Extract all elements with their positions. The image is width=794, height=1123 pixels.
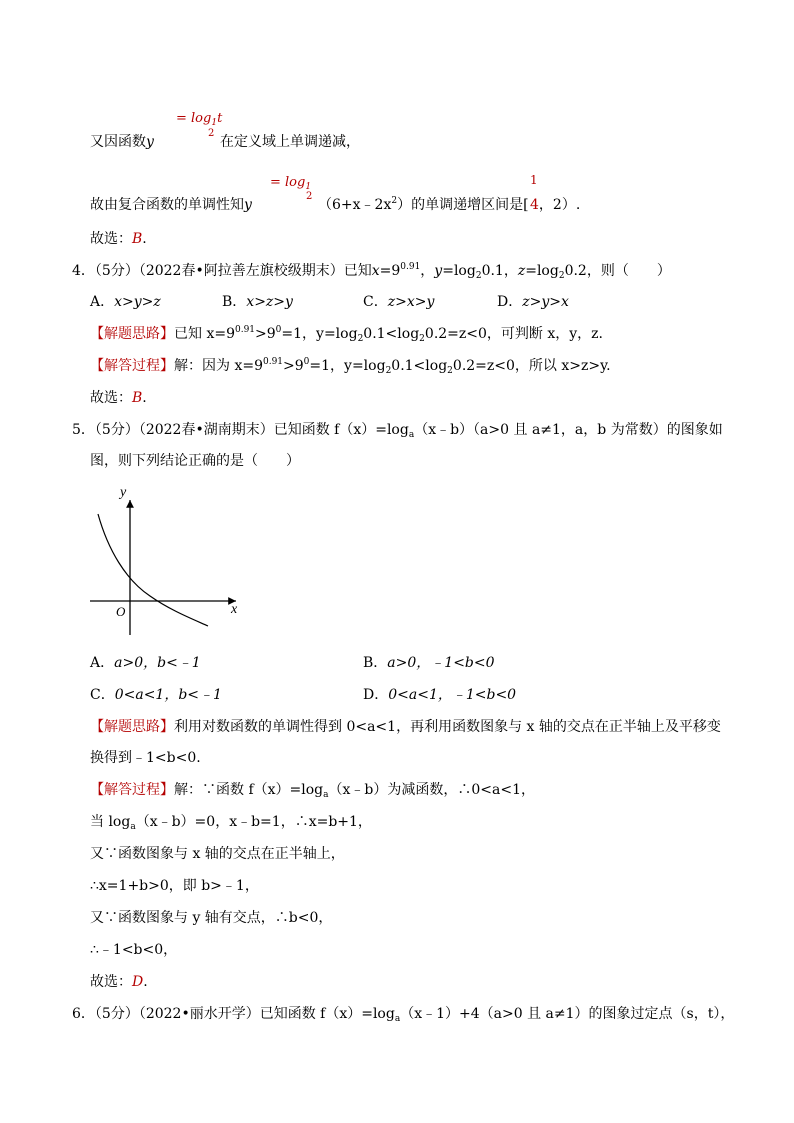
top-line-2: 故由复合函数的单调性知y — [90, 197, 252, 213]
q5-option-b[interactable]: B．a>0，﹣1<b<0 — [363, 655, 495, 671]
prefix: 又因函数 — [90, 134, 146, 150]
q4-option-d[interactable]: D．z>y>x — [497, 294, 569, 310]
formula-t: t — [217, 111, 223, 126]
q5-idea-2: 换得到﹣1<b<0. — [90, 750, 201, 766]
q5-step-5: ∴﹣1<b<0， — [90, 942, 178, 958]
q4-answer: 故选：B. — [90, 390, 147, 406]
q5-option-d[interactable]: D．0<a<1，﹣1<b<0 — [363, 687, 517, 703]
frac-num: 1 — [530, 173, 538, 187]
formula-top: = log — [176, 111, 212, 126]
q4-option-a[interactable]: A．x>y>z — [90, 294, 161, 310]
formula-sub: 1 — [211, 118, 218, 128]
log-curve — [98, 514, 208, 626]
q5-idea-1: 【解题思路】利用对数函数的单调性得到 0<a<1，再利用函数图象与 x 轴的交点在正半轴上及平移变 — [90, 719, 721, 735]
frac-den-interval: 4，2）. — [530, 197, 581, 213]
q5-step-4: 又∵函数图象与 y 轴有交点，∴b<0， — [90, 910, 333, 926]
q5-option-c[interactable]: C．0<a<1，b<﹣1 — [90, 687, 222, 703]
top-line-2-arg: $(6+x﹣2x^2)$的单调递增区间是[ — [318, 196, 529, 213]
q4-process: 【解答过程】解：因为 $x=9^{0.91}>9^0=1$，$y=\log_20.1<\log_20.2=z<0$，所以 x>z>y. — [90, 357, 611, 376]
q4-option-c[interactable]: C．z>x>y — [363, 294, 435, 310]
x-axis-label: x — [231, 602, 238, 617]
q6-stem: 6．（5分）（2022•丽水开学）已知函数 $f(x)=\log_a(x﹣1)+4(a>0$ 且 a≠1）的图象过定点（s，t）， — [72, 1006, 735, 1024]
var-y: y — [146, 134, 154, 150]
q4-idea: 【解题思路】已知 $x=9^{0.91}>9^0=1$，$y=\log_20.1<\log_20.2=z<0$，可判断 x，y，z. — [90, 325, 603, 344]
q5-step-2: 又∵函数图象与 x 轴的交点在正半轴上， — [90, 846, 345, 862]
formula-log-half: = $\log_1$ — [270, 175, 312, 192]
q5-graph — [86, 480, 256, 640]
q5-step-1: 当 $\log_a(x﹣b)=0$，x﹣b=1，∴x=b+1， — [90, 814, 372, 832]
origin-label: O — [116, 604, 126, 619]
top-answer: 故选：B. — [90, 231, 147, 247]
q5-option-a[interactable]: A．a>0，b<﹣1 — [90, 655, 201, 671]
formula-den: 2 — [208, 128, 215, 139]
formula-den-2: 2 — [306, 191, 313, 202]
q5-step-3: ∴x=1+b>0，即 b>﹣1， — [90, 878, 259, 894]
q4-option-b[interactable]: B．x>z>y — [222, 294, 293, 310]
q5-process: 【解答过程】解：∵函数 $f(x)=\log_a(x﹣b)$为减函数，∴0<a<1， — [90, 782, 535, 800]
q5-stem-2: 图，则下列结论正确的是（ ） — [90, 453, 300, 469]
top-line-1 — [90, 133, 154, 151]
formula-log-half-t — [176, 111, 222, 126]
q5-answer: 故选：D. — [90, 974, 148, 990]
q4-stem: 4．（5分）（2022春•阿拉善左旗校级期末）已知$x=9^{0.91}$，$y=\log_20.1$，$z=\log_20.2$，则（ ） — [72, 262, 671, 281]
top-line-1-suffix: 在定义域上单调递减， — [220, 134, 360, 150]
y-axis-label: y — [120, 485, 127, 500]
q5-stem-1: 5．（5分）（2022春•湖南期末）已知函数 $f(x)=\log_a(x﹣b)(a>0$ 且 a≠1，a，b 为常数）的图象如 — [72, 422, 723, 440]
